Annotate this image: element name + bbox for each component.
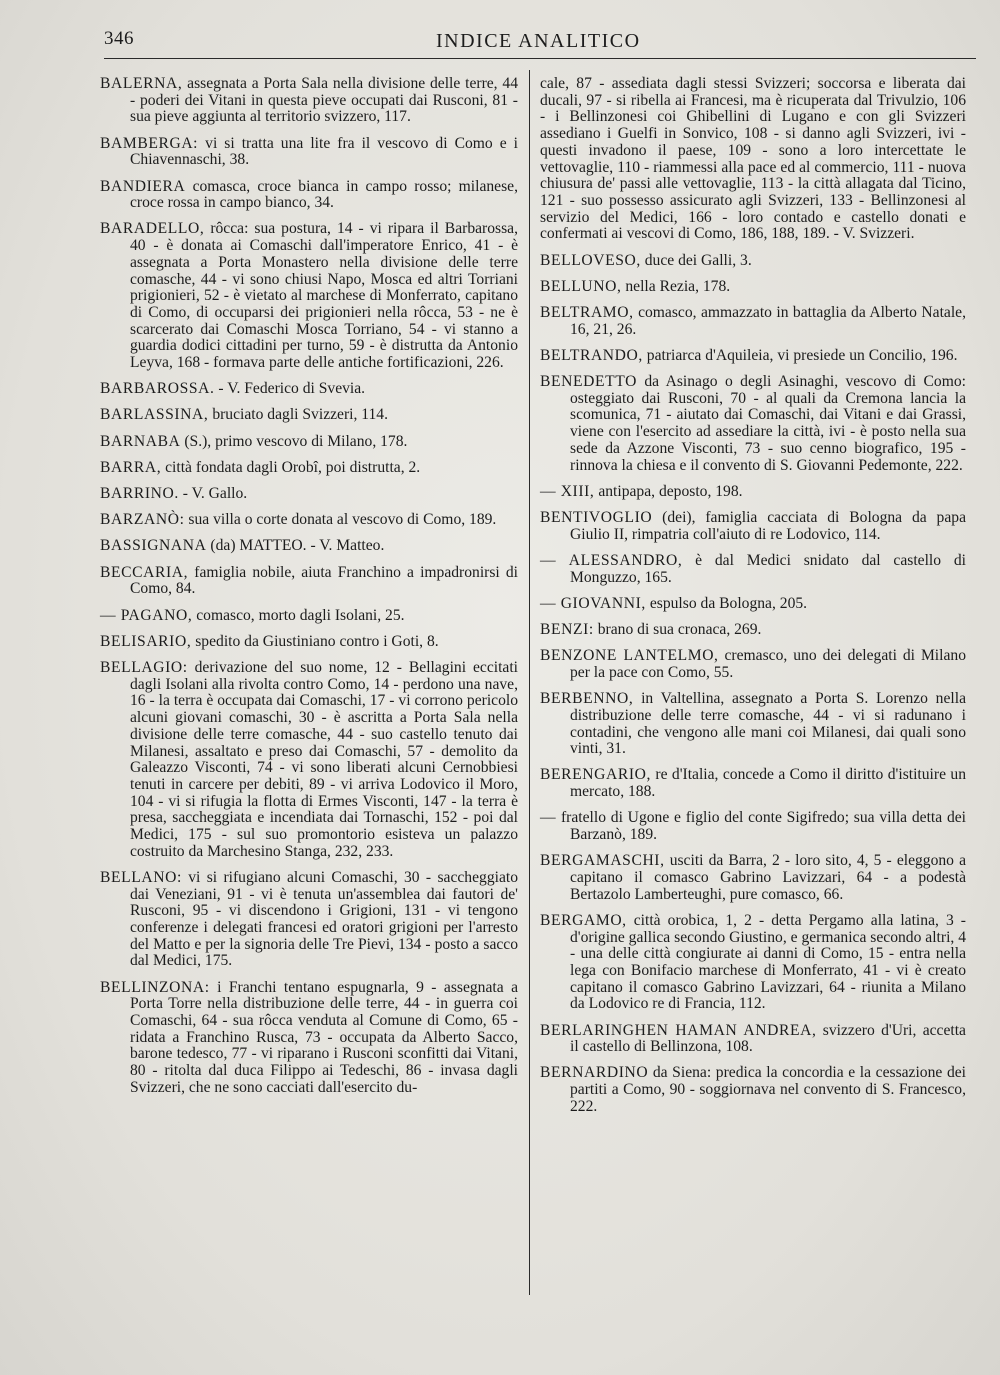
entry-text: svizzero d'Uri, accetta il castello di Bellinzona, 108. xyxy=(570,1021,966,1056)
index-entry xyxy=(100,538,518,555)
index-entry xyxy=(100,460,518,477)
entry-heading: BELLANO: xyxy=(100,868,182,886)
right-column xyxy=(540,76,966,1125)
entry-text: comasco, ammazzato in battaglia da Alberto Natale, 16, 21, 26. xyxy=(570,303,966,338)
running-head: INDICE ANALITICO xyxy=(436,30,641,52)
entry-heading: BERGAMASCHI, xyxy=(540,852,665,870)
entry-text: duce dei Galli, 3. xyxy=(640,251,752,269)
entry-heading: BARBAROSSA. xyxy=(100,380,215,398)
entry-text: i Franchi tentano espugnarla, 9 - assegnata a Porta Torre nella distribuzione delle terre, 44 - in guerra coi Comaschi, 64 - sua rôcca venduta al Comune di Como, 65 - ridata a Franchino Rusca, 73 - occupata da Alberto Sacco, barone tedesco, 77 - vi riparano i Rusconi sconfitti dai Vitani, 80 - ritolta dal duca Filippo ai Tedeschi, 86 - invasa dagli Svizzeri, che ne sono cacciati dall'esercito du- xyxy=(130,978,518,1096)
entry-heading: BERNARDINO xyxy=(540,1064,649,1082)
entry-heading: BERLARINGHEN HAMAN ANDREA, xyxy=(540,1021,817,1039)
entry-heading: BECCARIA, xyxy=(100,563,189,581)
entry-text: da Asinago o degli Asinaghi, vescovo di Como: osteggiato dai Rusconi, 70 - al quali da Cremona lancia la scomunica, 71 - aiutato dai Comaschi, dai Vitani e dai Grassi, viene con l'esercito ad assediare la città, ivi - è posto nella sua sede da Azzone Visconti, 73 - suo cenno biografico, 195 - rinnova la chiesa e il convento di S. Giovanni Pedemonte, 222. xyxy=(570,373,966,474)
index-entry xyxy=(540,305,966,338)
entry-heading: BARLASSINA, xyxy=(100,406,209,424)
entry-text: comasco, morto dagli Isolani, 25. xyxy=(192,606,405,624)
index-entry xyxy=(100,221,518,371)
index-entry xyxy=(540,348,966,365)
entry-heading: BAMBERGA: xyxy=(100,134,199,152)
index-entry xyxy=(540,553,966,586)
index-entry xyxy=(100,434,518,451)
entry-heading: BANDIERA xyxy=(100,177,186,195)
entry-heading: — GIOVANNI, xyxy=(540,594,646,612)
entry-text: (S.), primo vescovo di Milano, 178. xyxy=(180,432,408,450)
entry-text: nella Rezia, 178. xyxy=(621,277,731,295)
entry-text: comasca, croce bianca in campo rosso; milanese, croce rossa in campo bianco, 34. xyxy=(130,177,518,212)
entry-text: re d'Italia, concede a Como il diritto d'istituire un mercato, 188. xyxy=(570,766,966,801)
header-rule xyxy=(104,58,976,59)
page-number: 346 xyxy=(104,28,134,49)
index-entry xyxy=(540,913,966,1013)
entry-text: bruciato dagli Svizzeri, 114. xyxy=(208,406,388,424)
entry-text: cale, 87 - assediata dagli stessi Svizzeri; soccorsa e liberata dai ducali, 97 - si ribella ai Francesi, ma è ricuperata dal Trivulzio, 106 - i Bellinzonesi coi Ghibellini di Lugano e con gli Svizzeri assediano i Guelfi in Sonvico, 108 - si danno agli Svizzeri, ivi - questi invadono il paese, 109 - sono a loro intercettate le vettovaglie, 110 - riammessi alla pace ed al commercio, 111 - nuova chiusura de' passi alle vettovaglie, 113 - la città allagata dal Ticino, 121 - suo possesso assicurato agli Svizzeri, 133 - Bellinzonesi al servizio del Medici, 166 - loro contado e castello donati e confermati ai vescovi di Como, 186, 188, 189. - V. Svizzeri. xyxy=(540,75,966,243)
column-divider xyxy=(529,70,530,1295)
entry-text: patriarca d'Aquileia, vi presiede un Concilio, 196. xyxy=(642,346,958,364)
entry-text: fratello di Ugone e figlio del conte Sigifredo; sua villa detta dei Barzanò, 189. xyxy=(556,809,966,844)
entry-text: spedito da Giustiniano contro i Goti, 8. xyxy=(191,632,439,650)
index-entry xyxy=(100,381,518,398)
entry-text: (dei), famiglia cacciata di Bologna da papa Giulio II, rimpatria coll'aiuto di re Lodovico, 114. xyxy=(570,508,966,543)
entry-heading: BERBENNO, xyxy=(540,690,634,708)
entry-heading: BENTIVOGLIO xyxy=(540,508,653,526)
entry-heading: — ALESSANDRO, xyxy=(540,551,683,569)
entry-heading: BERENGARIO, xyxy=(540,766,651,784)
entry-text: antipapa, deposto, 198. xyxy=(594,482,743,500)
index-entry xyxy=(100,980,518,1097)
entry-heading: BELLOVESO, xyxy=(540,251,641,269)
index-entry xyxy=(540,810,966,843)
index-entry xyxy=(540,767,966,800)
index-entry xyxy=(100,179,518,212)
index-entry xyxy=(540,253,966,270)
left-column xyxy=(100,76,518,1106)
entry-heading: BELISARIO, xyxy=(100,632,192,650)
entry-heading: — PAGANO, xyxy=(100,606,193,624)
entry-text: città fondata dagli Orobî, poi distrutta, 2. xyxy=(161,458,421,476)
entry-text: assegnata a Porta Sala nella divisione delle terre, 44 - poderi dei Vitani in questa pieve occupati dai Rusconi, 81 - sua pieve aggiunta al territorio svizzero, 117. xyxy=(130,75,518,126)
entry-heading: BARNABA xyxy=(100,432,181,450)
entry-heading: BASSIGNANA xyxy=(100,537,207,555)
index-entry xyxy=(540,374,966,474)
entry-heading: BALERNA, xyxy=(100,75,183,92)
index-entry xyxy=(540,648,966,681)
entry-text: cremasco, uno dei delegati di Milano per la pace con Como, 55. xyxy=(570,647,966,681)
index-entry xyxy=(540,279,966,296)
entry-text: - V. Federico di Svevia. xyxy=(214,380,366,398)
entry-text: usciti da Barra, 2 - loro sito, 4, 5 - eleggono a capitano il comasco Gabrino Lavizzari, 64 - a podestà Bertazolo Lamberteughi, pure comasco, 66. xyxy=(570,852,966,903)
entry-text: rôcca: sua postura, 14 - vi ripara il Barbarossa, 40 - è donata ai Comaschi dall'imperatore Enrico, 41 - è assegnata a Porta Monastero nella divisione delle terre comasche, 44 - vi sono chiusi Napo, Mosca ed altri Torriani prigionieri, 52 - è vietato al marchese di Monferrato, capitano di Como, di occuparsi dei prigionieri nella rôcca, 53 - ne è scarcerato dai Comaschi Mosca Torriano, 54 - vi stanno a guardia dodici cittadini per turno, 59 - è distrutta da Antonio Leyva, 168 - formava parte delle antiche fortificazioni, 226. xyxy=(130,220,518,372)
index-entry xyxy=(100,634,518,651)
entry-heading: BENZONE LANTELMO, xyxy=(540,647,719,665)
entry-text: (da) MATTEO. - V. Matteo. xyxy=(206,537,385,555)
entry-heading: BENEDETTO xyxy=(540,373,637,391)
index-entry xyxy=(100,608,518,625)
entry-text: sua villa o corte donata al vescovo di Como, 189. xyxy=(184,511,497,529)
index-entry xyxy=(100,870,518,970)
index-entry xyxy=(100,565,518,598)
entry-text: è dal Medici snidato dal castello di Monguzzo, 165. xyxy=(570,551,966,586)
entry-text: in Valtellina, assegnato a Porta S. Lorenzo nella distribuzione delle terre comasche, 44 - vi si radunano i contadini, che vengono alle mani coi Milanesi, dai quali sono vinti, 31. xyxy=(570,690,966,758)
entry-heading: BELTRANDO, xyxy=(540,346,643,364)
index-entry xyxy=(540,853,966,903)
index-entry xyxy=(540,510,966,543)
entry-text: da Siena: predica la concordia e la cessazione dei partiti a Como, 90 - soggiornava nel convento di S. Francesco, 222. xyxy=(570,1064,966,1115)
entry-text: brano di sua cronaca, 269. xyxy=(593,620,762,638)
index-entry xyxy=(100,76,518,126)
index-entry xyxy=(540,691,966,758)
index-entry xyxy=(100,136,518,169)
entry-heading: BERGAMO, xyxy=(540,911,627,929)
entry-text: città orobica, 1, 2 - detta Pergamo alla latina, 3 - d'origine gallica secondo Giustino, e germanica secondo altri, 4 - una delle città congiurate ai danni di Como, 15 - entra nella lega con Bonifacio marchese di Monferrato, 41 - vi è creato capitano il comasco Gabrino Lavizzari, 64 - riunita a Milano da Lodovico re di Francia, 112. xyxy=(570,911,966,1013)
entry-heading: BARRINO. xyxy=(100,485,179,503)
entry-text: vi si tratta una lite fra il vescovo di Como e i Chiavennaschi, 38. xyxy=(130,134,518,169)
index-entry xyxy=(100,407,518,424)
index-entry xyxy=(100,512,518,529)
entry-text: - V. Gallo. xyxy=(178,485,248,503)
index-entry xyxy=(540,1065,966,1115)
entry-text: famiglia nobile, aiuta Franchino a impadronirsi di Como, 84. xyxy=(130,563,518,598)
entry-heading: BELLAGIO: xyxy=(100,658,188,676)
entry-heading: BELTRAMO, xyxy=(540,303,634,321)
entry-heading: — XIII, xyxy=(540,482,595,500)
entry-text: vi si rifugiano alcuni Comaschi, 30 - saccheggiato dai Veneziani, 91 - vi è tenuta un'assemblea dai fautori de' Rusconi, 95 - vi discendono i Grigioni, 131 - vi tengono conferenze i delegati francesi ed oratori grigioni per l'arresto del Matto e per la signoria delle Tre Pievi, 134 - posto a sacco dal Medici, 175. xyxy=(130,868,518,970)
entry-heading: BENZI: xyxy=(540,620,594,638)
index-entry xyxy=(540,596,966,613)
entry-text: espulso da Bologna, 205. xyxy=(645,594,808,612)
entry-heading: BARADELLO, xyxy=(100,220,205,238)
entry-heading: BARRA, xyxy=(100,458,162,476)
index-entry xyxy=(540,76,966,243)
index-entry xyxy=(100,486,518,503)
index-entry xyxy=(540,1023,966,1056)
entry-heading: BELLUNO, xyxy=(540,277,622,295)
index-entry xyxy=(540,484,966,501)
entry-heading: — xyxy=(540,809,557,827)
entry-text: derivazione del suo nome, 12 - Bellagini eccitati dagli Isolani alla rivolta contro Como, 14 - perdono una nave, 16 - la terra è occupata dai Comaschi, 17 - vi corrono pericolo alcuni giovani comaschi, 30 - è ascritta a Porta Sala nella divisione delle terre comasche, 44 - suo castello tenuto dai Milanesi, assaltato e preso dai Comaschi, 57 - demolito da Galeazzo Visconti, 74 - vi sono liberati alcuni Cernobbiesi tenuti in carcere per debiti, 89 - vi arriva Lodovico il Moro, 104 - vi si rifugia la flotta di Ermes Visconti, 147 - la terra è presa, saccheggiata e incendiata dai Tornaschi, 152 - poi dal Medici, 175 - sul suo promontorio esisteva un palazzo costruito da Marchesino Stanga, 232, 233. xyxy=(130,658,518,860)
index-entry xyxy=(100,660,518,860)
entry-heading: BELLINZONA: xyxy=(100,978,210,996)
index-entry xyxy=(540,622,966,639)
entry-heading: BARZANÒ: xyxy=(100,511,185,529)
